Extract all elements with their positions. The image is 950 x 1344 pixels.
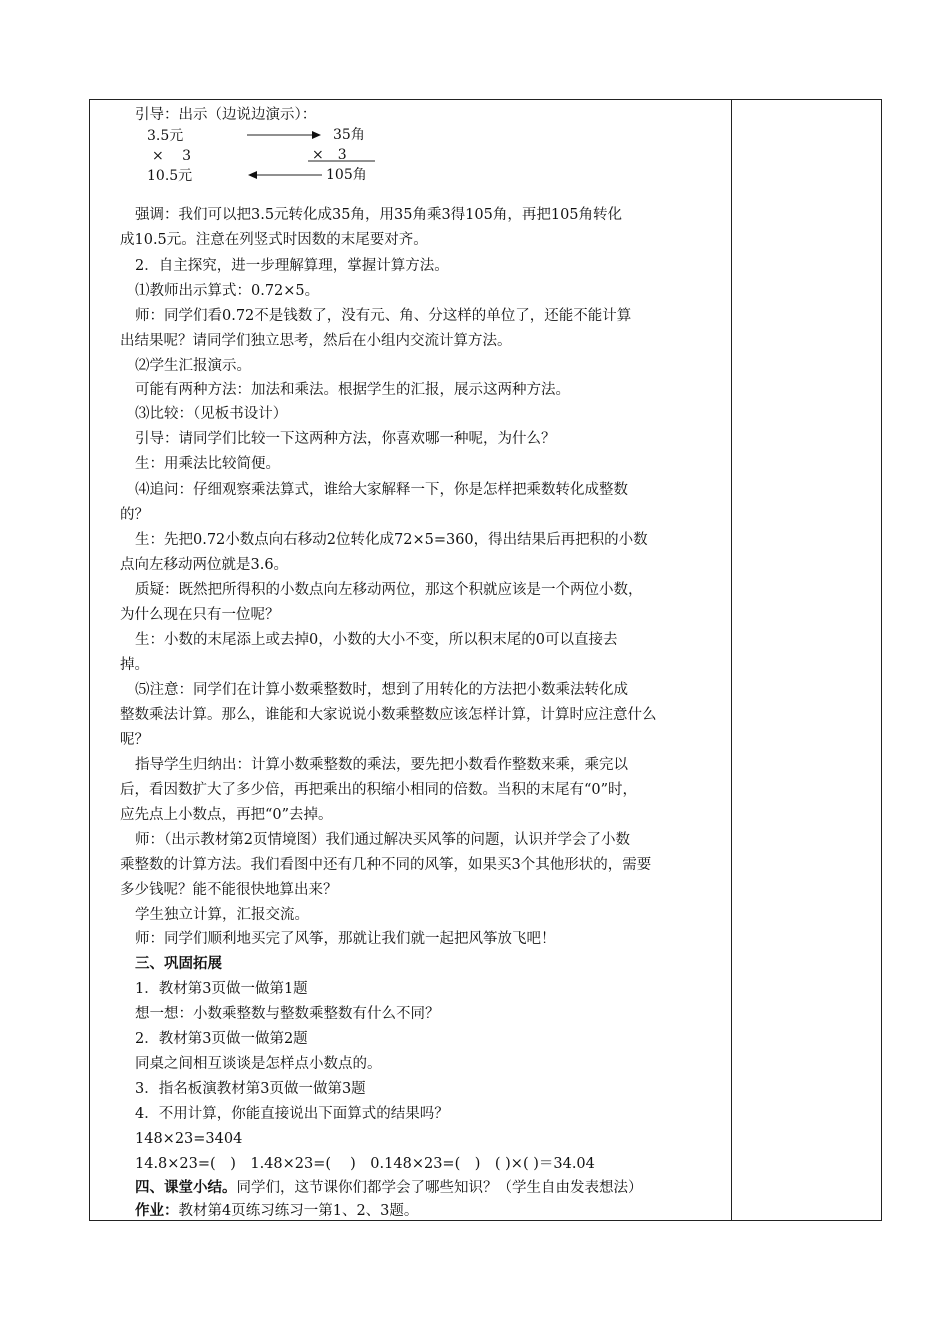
- section-heading: 三、巩固拓展: [135, 955, 222, 972]
- text-line: ⑴教师出示算式：0.72×5。: [135, 283, 320, 299]
- conversion-arrows: [90, 100, 390, 180]
- text-line: 掉。: [120, 657, 149, 673]
- text-line: 应先点上小数点，再把“0”去掉。: [120, 807, 333, 823]
- text-line: 148×23=3404: [135, 1131, 243, 1147]
- text-line: 点向左移动两位就是3.6。: [120, 557, 289, 573]
- text-line: 3．指名板演教材第3页做一做第3题: [135, 1081, 366, 1097]
- calc-right-top: 35角: [333, 127, 365, 143]
- text-line: 学生独立计算，汇报交流。: [135, 907, 309, 923]
- lesson-plan-table: [89, 99, 882, 1221]
- summary-line: [135, 1179, 745, 1197]
- text-line: ⑷追问：仔细观察乘法算式，谁给大家解释一下，你是怎样把乘数转化成整数: [135, 482, 628, 498]
- summary-text: 同学们，这节课你们都学会了哪些知识？（学生自由发表想法）: [236, 1180, 643, 1196]
- homework-line: [135, 1202, 745, 1220]
- text-line: 师：同学们看0.72不是钱数了，没有元、角、分这样的单位了，还能不能计算: [135, 308, 632, 324]
- text-line: ⑸注意：同学们在计算小数乘整数时，想到了用转化的方法把小数乘法转化成: [135, 682, 628, 698]
- homework-heading: 作业：: [135, 1202, 179, 1219]
- text-line: 整数乘法计算。那么，谁能和大家说说小数乘整数应该怎样计算，计算时应注意什么: [120, 707, 657, 723]
- text-line: 质疑：既然把所得积的小数点向左移动两位，那这个积就应该是一个两位小数，: [135, 582, 643, 598]
- text-line: ⑵学生汇报演示。: [135, 358, 251, 374]
- summary-heading: 四、课堂小结。: [135, 1179, 237, 1196]
- text-line: 强调：我们可以把3.5元转化成35角，用35角乘3得105角，再把105角转化: [135, 207, 623, 223]
- text-line: 1．教材第3页做一做第1题: [135, 981, 308, 997]
- calc-right-result: 105角: [326, 167, 367, 183]
- text-line: 生：先把0.72小数点向右移动2位转化成72×5=360，得出结果后再把积的小数: [135, 532, 648, 548]
- text-line: 为什么现在只有一位呢？: [120, 607, 280, 623]
- calc-left-result: 10.5元: [147, 168, 193, 184]
- text-line: 生：小数的末尾添上或去掉0，小数的大小不变，所以积末尾的0可以直接去: [135, 632, 618, 648]
- text-line: 出结果呢？请同学们独立思考，然后在小组内交流计算方法。: [120, 333, 512, 349]
- calc-left-multiplier: × 3: [152, 148, 192, 164]
- text-line: 成10.5元。注意在列竖式时因数的末尾要对齐。: [120, 232, 428, 248]
- text-line: 4．不用计算，你能直接说出下面算式的结果吗？: [135, 1106, 449, 1122]
- text-line: 后，看因数扩大了多少倍，再把乘出的积缩小相同的倍数。当积的末尾有“0”时，: [120, 782, 638, 798]
- text-line: 14.8×23=( ) 1.48×23=( ) 0.148×23=( ) ( )×( )＝34.04: [135, 1156, 595, 1172]
- text-line: ⑶比较：（见板书设计）: [135, 406, 288, 422]
- guide-line: 引导：出示（边说边演示）：: [135, 107, 317, 123]
- homework-text: 教材第4页练习练习一第1、2、3题。: [178, 1203, 419, 1219]
- calc-left-top: 3.5元: [147, 128, 184, 144]
- text-line: 乘整数的计算方法。我们看图中还有几种不同的风筝，如果买3个其他形状的，需要: [120, 857, 652, 873]
- text-line: 师：同学们顺利地买完了风筝，那就让我们就一起把风筝放飞吧！: [135, 931, 556, 947]
- text-line: 2．自主探究，进一步理解算理，掌握计算方法。: [135, 258, 449, 274]
- text-line: 指导学生归纳出：计算小数乘整数的乘法，要先把小数看作整数来乘，乘完以: [135, 757, 628, 773]
- calc-right-multiplier: × 3: [312, 147, 347, 163]
- text-line: 同桌之间相互谈谈是怎样点小数点的。: [135, 1056, 382, 1072]
- text-line: 2．教材第3页做一做第2题: [135, 1031, 308, 1047]
- text-line: 生：用乘法比较简便。: [135, 456, 280, 472]
- text-line: 可能有两种方法：加法和乘法。根据学生的汇报，展示这两种方法。: [135, 382, 570, 398]
- text-line: 引导：请同学们比较一下这两种方法，你喜欢哪一种呢，为什么？: [135, 431, 556, 447]
- text-line: 呢？: [120, 732, 149, 748]
- text-line: 的？: [120, 507, 149, 523]
- text-line: 多少钱呢？能不能很快地算出来？: [120, 882, 338, 898]
- text-line: 师：（出示教材第2页情境图）我们通过解决买风筝的问题，认识并学会了小数: [135, 832, 630, 848]
- text-line: 想一想：小数乘整数与整数乘整数有什么不同？: [135, 1006, 440, 1022]
